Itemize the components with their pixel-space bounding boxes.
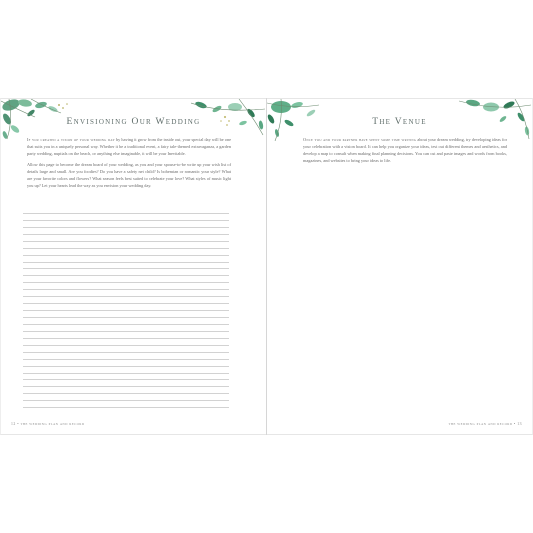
writing-line (23, 346, 229, 353)
intro-lead: If you created a vision of your wedding day (27, 137, 115, 142)
writing-line (23, 263, 229, 270)
page-title: Envisioning Our Wedding (66, 117, 201, 127)
writing-line (23, 332, 229, 339)
page-folio-right: the wedding plan and record • 13 (448, 422, 522, 426)
page-title: The Venue (372, 117, 427, 127)
writing-line (23, 325, 229, 332)
left-page (0, 98, 266, 435)
writing-line (23, 394, 229, 401)
writing-line (23, 242, 229, 249)
writing-line (23, 360, 229, 367)
writing-line (23, 374, 229, 381)
writing-line (23, 304, 229, 311)
writing-line (23, 235, 229, 242)
writing-line (23, 269, 229, 276)
writing-lines (23, 207, 229, 408)
writing-line (23, 207, 229, 214)
writing-line (23, 214, 229, 221)
writing-line (23, 249, 229, 256)
page-body-text (27, 137, 231, 194)
writing-line (23, 367, 229, 374)
right-page (267, 98, 533, 435)
writing-line (23, 290, 229, 297)
body-paragraph: Allow this page to become the dream board of your wedding, as you and your spouse-to-be write up your wish list of details large and small. Are you foodies? Do you have a safety net child? Is bohemian or romantic your style? What are your favorite colors and flowers? What season feels best suited to celebrate your love? What styles of music light you up? Let your hearts lead the way as you envision your wedding day. (27, 162, 231, 188)
writing-line (23, 353, 229, 360)
writing-line (23, 318, 229, 325)
writing-line (23, 387, 229, 394)
page-folio-left: 12 • the wedding plan and record (11, 422, 85, 426)
writing-line (23, 283, 229, 290)
writing-line (23, 311, 229, 318)
writing-line (23, 276, 229, 283)
writing-line (23, 380, 229, 387)
intro-paragraph (27, 137, 231, 158)
intro-lead: Once you and your partner have spent some time writing (303, 137, 417, 142)
book-spread (0, 98, 533, 435)
page-body-text (303, 137, 507, 169)
intro-paragraph (303, 137, 507, 165)
writing-line (23, 401, 229, 408)
intro-rest: by having it grow from the inside out, your special day will be one that suits you in a uniquely personal way. Whether it be a traditional event, a fairy tale-themed extravaganza, a garden party wedding, nuptials on the beach, or anything else imaginable, it will be your Inevitable. (27, 137, 231, 156)
writing-line (23, 256, 229, 263)
writing-line (23, 228, 229, 235)
writing-line (23, 297, 229, 304)
writing-line (23, 339, 229, 346)
intro-rest: about your dream wedding, try developing ideas for your celebration with a vision board. It can help you organize your ideas, test out different themes and aesthetics, and develop a map to consult when making final planning decisions. You can cut and paste images and words from books, magazines, and websites to bring your ideas to life. (303, 137, 507, 163)
writing-line (23, 221, 229, 228)
